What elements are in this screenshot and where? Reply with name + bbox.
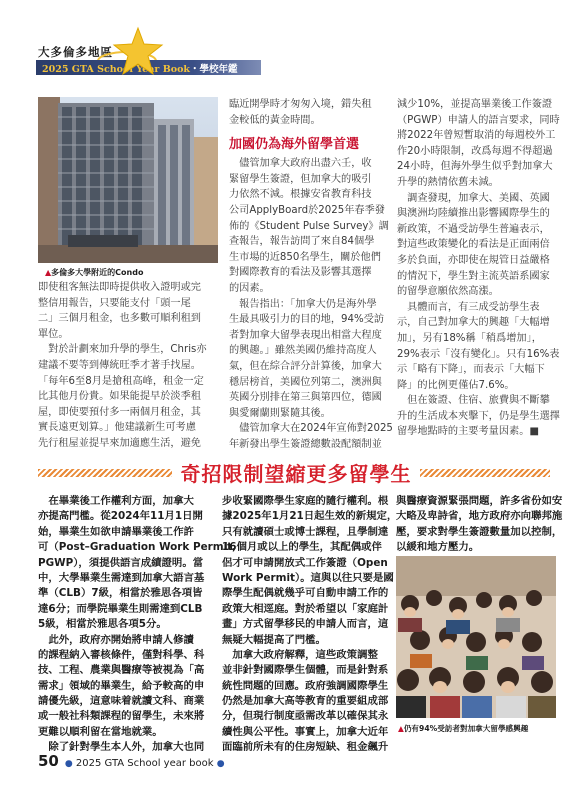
paragraph-line: 中，大學畢業生需達到加拿大語言基 [38, 571, 205, 584]
paragraph-line: 亦提高門檻。從2024年11月1日開 [38, 510, 203, 523]
paragraph-line: 與醫療資源緊張問題，許多省份如安 [396, 495, 563, 507]
paragraph-line: 對於計劃來加升學的學生，Chris亦 [38, 344, 207, 356]
paragraph-line: 24小時，但海外學生似乎對加拿大 [397, 161, 553, 173]
paragraph-line: 16個月或以上的學生，其配偶或伴 [222, 541, 382, 554]
paragraph-line: 但在簽證、住宿、旅費與不斷攀 [397, 395, 550, 407]
paragraph-line: 以緩和地方壓力。 [396, 541, 480, 554]
paragraph-line: 與愛爾蘭則緊隨其後。 [229, 407, 331, 419]
paragraph-line: 示，自己對加拿大的興趣「大幅增 [397, 317, 550, 329]
paragraph-line: （PGWP）申請人的語言要求，同時 [397, 114, 560, 126]
footer-text: 2025 GTA School year book [75, 758, 214, 769]
paragraph-line: 即使租客無法即時提供收入證明或完 [38, 282, 201, 293]
paragraph-line: 的因素。 [229, 282, 270, 294]
paragraph-line: 加」，另有18%稱「稍爲增加」， [397, 332, 542, 344]
paragraph-line: Work Permit）。這與以往只要是國 [222, 571, 394, 584]
paragraph-line: 的情況下，學生對主流英語系國家 [397, 270, 550, 282]
paragraph-line: 並非針對國際學生個體，而是針對系 [222, 664, 389, 677]
paragraph-line: 二」三個月租金，也多數可順利租到 [38, 313, 201, 325]
paragraph-line: 實長遠更划算。」他建議新生可考慮 [38, 422, 196, 434]
paragraph-line: 比其他月份貴。如果能提早於淡季租 [38, 391, 201, 403]
paragraph-line: 金較低的黃金時間。 [229, 114, 321, 126]
paragraph-line: 示「略有下降」，而表示「大幅下 [397, 364, 545, 376]
heading-rule-right [420, 469, 550, 477]
paragraph-line: 穩居榜首，美國位列第二，澳洲與 [229, 376, 382, 388]
photo-caption-text: 多倫多大學附近的Condo [51, 268, 144, 277]
paragraph-line: 統性問題的回應。政府強調國際學生 [222, 679, 389, 692]
paragraph-line: 壓，要求對學生簽證數量加以控制， [396, 525, 563, 538]
paragraph-line: 對國際教育的看法及影響其選擇 [229, 267, 372, 279]
photo-caption-text: 仍有94%受訪者對加拿大留學感興趣 [403, 724, 529, 733]
paragraph-line: 建議不要等到傳統旺季才著手找屋。 [38, 359, 201, 371]
paragraph-line: 先行租屋並提早來加適應生活，避免 [38, 437, 201, 449]
paragraph-line: 作20小時限制，改爲每週不得超過 [397, 145, 553, 157]
paragraph-line: 查報告，報告訪問了來自84個學 [229, 236, 375, 248]
paragraph-line: 面臨前所未有的住房短缺、租金飆升 [222, 741, 389, 754]
paragraph-line: 整信用報告，只要能支付「頭一尾 [38, 297, 191, 309]
article-column-left [38, 280, 224, 452]
paragraph-line: 的興趣。」雖然美國仍維持高度人 [229, 345, 377, 357]
paragraph-line: PGWP），須提供語言成績證明。當 [38, 556, 204, 569]
paragraph-line: 的課程納入審核條件，僅對科學、科 [38, 648, 205, 661]
paragraph-line: 降」的比例更僅佔7.6%。 [397, 379, 515, 391]
paragraph-line: 公司ApplyBoard於2025年春季發 [229, 204, 385, 216]
condo-building-photo [38, 97, 218, 263]
paragraph-line: 只有就讀碩士或博士課程，且學制達 [222, 525, 389, 538]
paragraph-line: 步收緊國際學生家庭的隨行權利。根 [222, 495, 389, 507]
paragraph-line: 政策大相逕庭。對於希望以「家庭計 [222, 602, 389, 615]
paragraph-line: 留學地點時的主要考量因素。■ [397, 426, 540, 438]
paragraph-line: 加拿大政府解釋，這些政策調整 [222, 648, 378, 661]
photo-caption [398, 723, 528, 734]
photo-caption [45, 267, 143, 278]
paragraph-line: 在畢業後工作權利方面，加拿大 [38, 495, 194, 507]
paragraph-line: 生最具吸引力的目的地，94%受訪 [229, 314, 385, 326]
paragraph-line: 或一般社科類課程的留學生，未來將 [38, 710, 205, 723]
paragraph-line: 準（CLB）7級，相當於雅思各項皆 [38, 587, 203, 600]
heading-rule-left [38, 469, 172, 477]
paragraph-line: 畫」方式留學移民的申請人而言，這 [222, 618, 389, 631]
paragraph-line: 29%表示「沒有變化」。只有16%表 [397, 348, 560, 360]
paragraph-line: 可（Post–Graduation Work Permit, [38, 541, 237, 554]
caption-triangle-icon: ▲ [45, 268, 52, 277]
paragraph-line: 緊留學生簽證，但加拿大的吸引 [229, 173, 372, 185]
section-subheading: 加國仍為海外留學首選 [229, 137, 360, 153]
paragraph-line: 力依然不減。根據安省教育科技 [229, 189, 372, 201]
paragraph-line: 際學生配偶就幾乎可自動申請工作的 [222, 587, 389, 600]
paragraph-line: 大略及卑詩省，地方政府亦向聯邦施 [396, 510, 563, 523]
section-heading: 奇招限制望縮更多留學生 [180, 462, 412, 486]
paragraph-line: 5級，相當於雅思各項5分。 [38, 618, 167, 631]
paragraph-line: 分，但現行制度亟需改革以確保其永 [222, 710, 389, 723]
article-column-right [397, 97, 560, 440]
paragraph-line: 具體而言，有三成受訪學生表 [397, 301, 540, 313]
paragraph-line: 儘管加拿大在2024年宣佈對2025 [229, 423, 393, 435]
paragraph-line: 英國分別排在第三與第四位，德國 [229, 392, 382, 404]
paragraph-line: 「每年6至8月是搶租高峰，租金一定 [38, 375, 204, 387]
paragraph-line: 單位。 [38, 328, 69, 340]
page-footer [38, 752, 225, 770]
paragraph-line: 調查發現，加拿大、美國、英國 [397, 192, 550, 204]
caption-triangle-icon: ▲ [398, 724, 404, 733]
paragraph-line: 升的生活成本夾擊下，仍是學生選擇 [397, 410, 560, 422]
paragraph-line: 達6分；而學院畢業生則需達到CLB [38, 602, 203, 615]
paragraph-line: 臨近開學時才匆匆入境，錯失租 [229, 99, 372, 110]
paragraph-line: 升學的熱情依舊未減。 [397, 176, 499, 188]
header-yearbook-zh: ・學校年鑑 [189, 64, 238, 75]
article-column-bottom-middle [222, 494, 398, 756]
students-crowd-photo [396, 556, 556, 718]
paragraph-line: 與澳洲均陸續推出影響國際學生的 [397, 208, 550, 220]
paragraph-line: 生市場的近850名學生，關於他們 [229, 251, 381, 263]
paragraph-line: 多於負面，亦即使在規管日益嚴格 [397, 254, 550, 266]
article-column-middle [229, 97, 393, 452]
paragraph-line: 除了針對學生本人外，加拿大也同 [38, 741, 205, 754]
paragraph-line: 減少10%，並提高畢業後工作簽證 [397, 99, 553, 110]
paragraph-line: 需求」領域的畢業生，給予較高的申 [38, 679, 205, 692]
header-yearbook-en: 2025 GTA School Year Book [42, 64, 190, 75]
paragraph-line: 技、工程、農業與醫療等被視為「高 [38, 664, 205, 677]
bullet-dot-icon: ● [64, 759, 73, 769]
bullet-dot-icon: ● [216, 759, 225, 769]
paragraph-line: 者對加拿大留學表現出相當大程度 [229, 329, 382, 341]
article-column-bottom-right [396, 494, 563, 556]
paragraph-line: 仍然是加拿大高等教育的重要組成部 [222, 695, 389, 708]
paragraph-line: 對這些政策變化的看法是正面兩倍 [397, 239, 550, 251]
paragraph-line: 報告指出：「加拿大仍是海外學 [229, 298, 377, 310]
section-title: 大多倫多地區 [38, 45, 113, 59]
star-icon [108, 26, 164, 76]
paragraph-line: 將2022年曾短暫取消的每週校外工 [397, 130, 556, 142]
paragraph-line: 的留學意願依然高漲。 [397, 286, 499, 298]
paragraph-line: 據2025年1月21日起生效的新規定， [222, 510, 398, 523]
paragraph-line: 更難以順利留在當地就業。 [38, 725, 163, 738]
paragraph-line: 屋，即使要預付多一兩個月租金，其 [38, 406, 201, 418]
paragraph-line: 儘管加拿大政府出盡六壬，收 [229, 158, 372, 170]
paragraph-line: 侶才可申請開放式工作簽證（Open [222, 556, 388, 569]
paragraph-line: 年新發出學生簽證總數設配額制並 [229, 438, 382, 450]
article-column-bottom-left [38, 494, 237, 756]
paragraph-line: 新政策，不過受訪學生普遍表示， [397, 223, 550, 235]
paragraph-line: 此外，政府亦開始將申請人修讀 [38, 633, 194, 646]
paragraph-line: 續性與公平性。事實上，加拿大近年 [222, 725, 389, 738]
page-number: 50 [38, 752, 59, 770]
paragraph-line: 無疑大幅提高了門檻。 [222, 633, 326, 646]
paragraph-line: 請優先級，這意味着就讀文科、商業 [38, 695, 205, 708]
paragraph-line: 氣，但在綜合評分計算後，加拿大 [229, 360, 382, 372]
paragraph-line: 始，畢業生如欲申請畢業後工作許 [38, 525, 194, 538]
paragraph-line: 佈的《Student Pulse Survey》調 [229, 220, 389, 232]
